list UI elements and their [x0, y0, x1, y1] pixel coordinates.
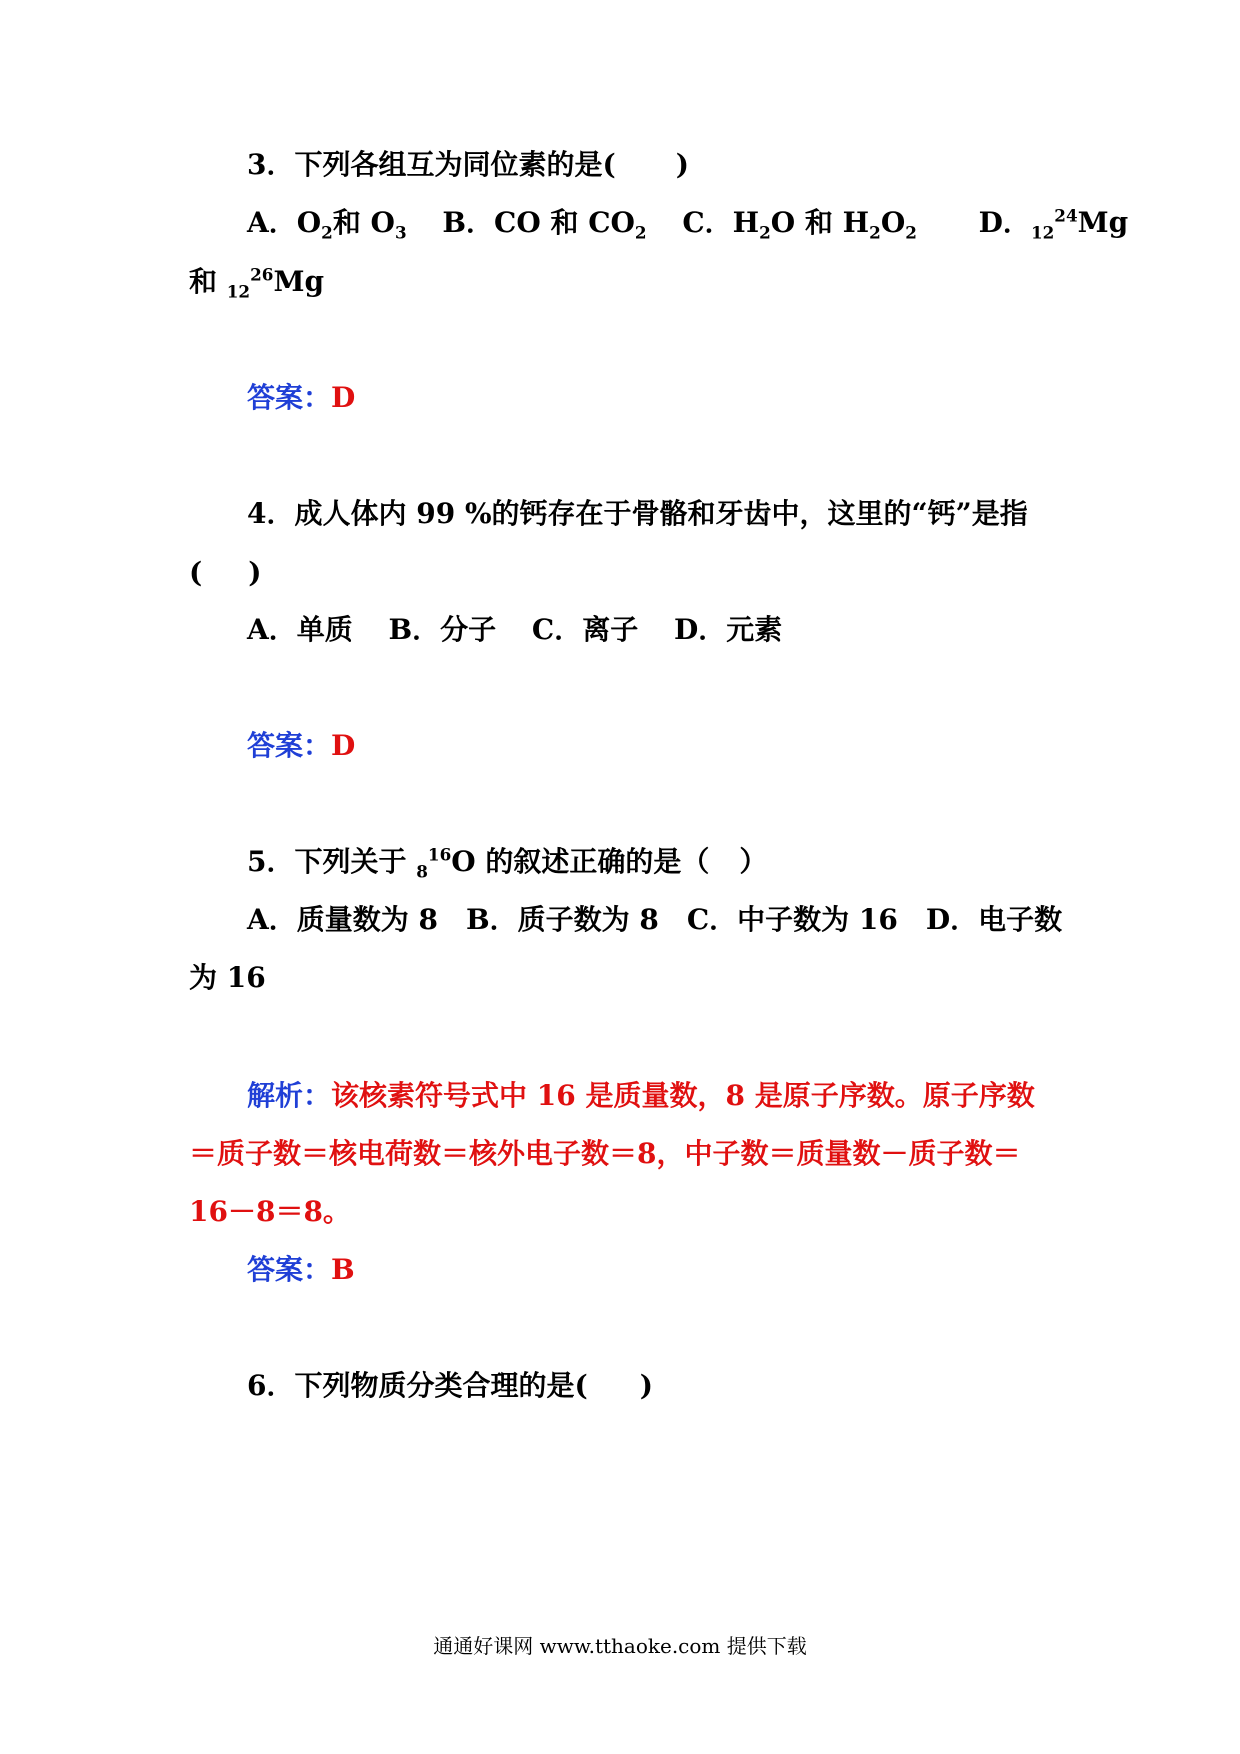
q3-option-d: D．$_{12}^{24}$Mg — [978, 205, 1129, 243]
q4-answer — [0, 726, 1240, 766]
q3-option-b: B．CO 和 $CO_2$ — [442, 206, 647, 243]
q3-option-a: A．$O_2$和 $O_3$ — [247, 206, 407, 243]
q4-option-d: D．元素 — [673, 613, 783, 646]
q4-option-b: B．分子 — [388, 613, 497, 646]
q5-analysis-2: ＝质子数＝核电荷数＝核外电子数＝8，中子数＝质量数－质子数＝ — [189, 1137, 1021, 1170]
q4-paren: ( ) — [189, 556, 262, 589]
answer-label: 答案： — [247, 729, 332, 762]
q4-option-a: A．单质 — [247, 613, 353, 646]
answer-label: 答案： — [247, 1253, 332, 1286]
q5-options: A．质量数为 8 B．质子数为 8 C．中子数为 16 D．电子数 — [247, 903, 1063, 936]
q3-option-d-cont: 和 $_{12}^{26}$Mg — [189, 264, 325, 302]
answer-value: D — [331, 729, 356, 762]
q3-options — [0, 203, 1240, 243]
q5-answer — [0, 1250, 1240, 1290]
analysis-label: 解析： — [247, 1079, 332, 1112]
answer-value: B — [331, 1253, 355, 1286]
answer-label: 答案： — [247, 381, 332, 414]
q5-analysis-1: 解析：该核素符号式中 16 是质量数，8 是原子序数。原子序数 — [247, 1079, 1035, 1112]
q3-stem-text: 3．下列各组互为同位素的是( — [247, 148, 616, 181]
q3-answer — [0, 378, 1240, 418]
q6-stem: 6．下列物质分类合理的是( ) — [247, 1369, 653, 1402]
q3-option-c: C．$H_2O$ 和 $H_2O_2$ — [682, 206, 917, 243]
q4-option-c: C．离子 — [531, 613, 639, 646]
q3-stem — [0, 145, 1240, 185]
q4-options — [0, 610, 1240, 650]
q3-paren-close: ) — [675, 148, 689, 181]
q5-analysis-3: 16－8＝8。 — [189, 1195, 351, 1228]
q4-stem: 4．成人体内 99 %的钙存在于骨骼和牙齿中，这里的“钙”是指 — [247, 497, 1028, 530]
page-footer: 通通好课网 www.tthaoke.com 提供下载 — [433, 1634, 807, 1658]
answer-value: D — [331, 381, 356, 414]
q5-stem: 5．下列关于 $_8^{16}$O 的叙述正确的是（ ） — [247, 844, 768, 882]
q5-options-cont: 为 16 — [189, 961, 266, 994]
